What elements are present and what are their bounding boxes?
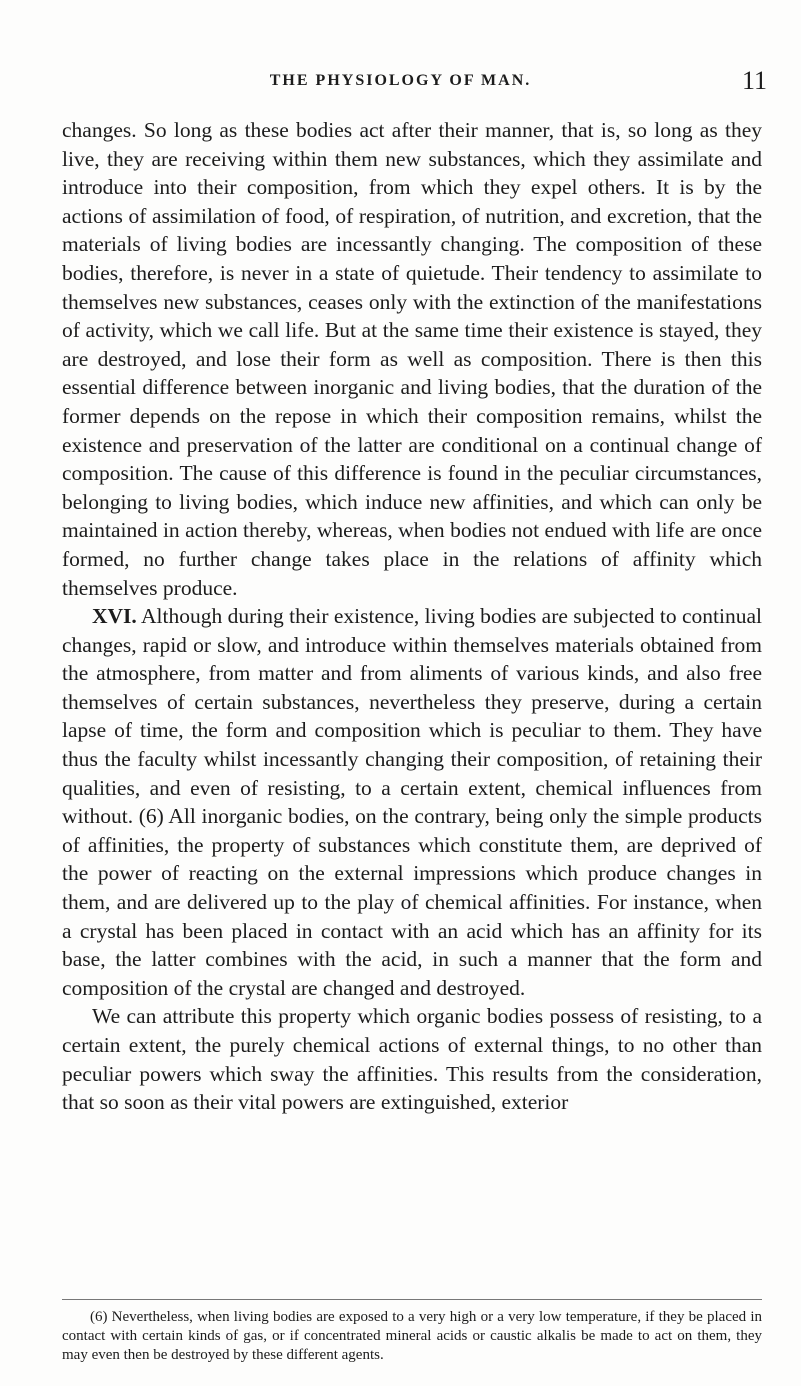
paragraph-2 <box>62 602 762 1002</box>
footnote <box>62 1308 762 1365</box>
paragraph-3: We can attribute this property which organic bodies possess of resisting, to a certain extent, the purely chemical actions of external things, to no other than peculiar powers which sway the affinities. This results from the consideration, that so soon as their vital powers are extinguished, exterior <box>62 1004 762 1115</box>
running-head: THE PHYSIOLOGY OF MAN. <box>269 72 532 89</box>
page-header <box>0 66 801 102</box>
paragraph-2-text: Although during their existence, living bodies are subjected to continual changes, rapid or slow, and introduce within themselves materials obtained from the atmosphere, from matter and from aliments of various kinds, and also free themselves of certain substances, nevertheless they preserve, during a certain lapse of time, the form and composition which is peculiar to them. They have thus the faculty whilst incessantly changing their composition, of retaining their qualities, and even of resisting, to a certain extent, chemical influences from without. (6) All inorganic bodies, on the contrary, being only the simple products of affinities, the property of substances which constitute them, are deprived of the power of reacting on the external impressions which produce changes in them, and are delivered up to the play of chemical affinities. For instance, when a crystal has been placed in contact with an acid which has an affinity for its base, the latter combines with the acid, in such a manner that the form and composition of the crystal are changed and destroyed. <box>62 604 762 1000</box>
footnote-text: (6) Nevertheless, when living bodies are exposed to a very high or a very low temperature, if they be placed in contact with certain kinds of gas, or if concentrated mineral acids or caustic alkalis be made to act on them, they may even then be destroyed by these different agents. <box>62 1309 762 1363</box>
paragraph-1: changes. So long as these bodies act after their manner, that is, so long as they live, they are receiving within them new substances, which they assimilate and introduce into their composition, from which they expel others. It is by the actions of assimilation of food, of respiration, of nutrition, and excretion, that the materials of living bodies are incessantly changing. The composition of these bodies, therefore, is never in a state of quietude. Their tendency to assimilate to themselves new substances, ceases only with the extinction of the manifestations of activity, which we call life. But at the same time their existence is stayed, they are destroyed, and lose their form as well as composition. There is then this essential difference between inorganic and living bodies, that the duration of the former depends on the repose in which their composition remains, whilst the existence and preservation of the latter are conditional on a continual change of composition. The cause of this difference is found in the peculiar circumstances, belonging to living bodies, which induce new affinities, and which can only be maintained in action thereby, whereas, when bodies not endued with life are once formed, no further change takes place in the relations of affinity which themselves produce. <box>62 118 762 600</box>
body-text <box>62 116 762 1117</box>
page-number: 11 <box>741 66 767 95</box>
footnote-rule <box>62 1299 762 1300</box>
section-number: XVI. <box>92 604 137 629</box>
